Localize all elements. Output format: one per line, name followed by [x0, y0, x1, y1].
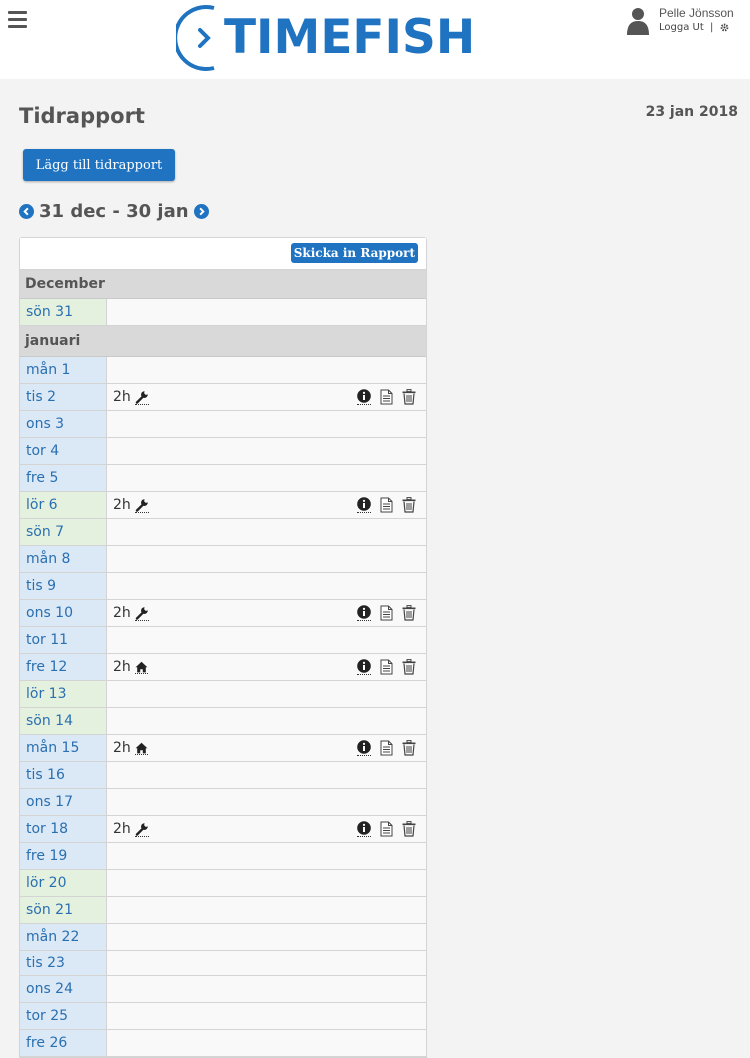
- day-label[interactable]: ons 10: [20, 600, 107, 626]
- day-cell[interactable]: [107, 843, 426, 869]
- info-icon[interactable]: [357, 740, 371, 756]
- wrench-icon: [135, 606, 149, 621]
- day-label[interactable]: mån 15: [20, 735, 107, 761]
- document-icon[interactable]: [380, 821, 393, 837]
- day-row: [20, 789, 426, 816]
- page-title: Tidrapport: [19, 104, 145, 128]
- day-label[interactable]: ons 17: [20, 789, 107, 815]
- day-label[interactable]: lör 6: [20, 492, 107, 518]
- day-cell[interactable]: [107, 870, 426, 896]
- time-entry: [113, 497, 149, 513]
- entry-actions: [348, 659, 416, 675]
- day-row: [20, 519, 426, 546]
- time-entry: [113, 821, 149, 837]
- entry-actions: [348, 389, 416, 405]
- entry-actions: [348, 821, 416, 837]
- day-cell[interactable]: [107, 951, 426, 975]
- day-row: [20, 924, 426, 951]
- info-icon[interactable]: [357, 497, 371, 513]
- submit-report-button[interactable]: Skicka in Rapport: [291, 243, 418, 263]
- day-row: [20, 1003, 426, 1030]
- day-cell[interactable]: [107, 897, 426, 923]
- entry-actions: [348, 497, 416, 513]
- entry-actions: [348, 740, 416, 756]
- user-icon: [626, 6, 650, 36]
- trash-icon[interactable]: [402, 389, 416, 405]
- day-label[interactable]: mån 8: [20, 546, 107, 572]
- day-label[interactable]: tis 9: [20, 573, 107, 599]
- time-entry: [113, 389, 149, 405]
- day-cell[interactable]: [107, 627, 426, 653]
- day-cell[interactable]: [107, 654, 426, 680]
- day-cell[interactable]: [107, 465, 426, 491]
- entry-hours: 2h: [113, 821, 131, 837]
- add-timereport-button[interactable]: Lägg till tidrapport: [23, 149, 175, 181]
- menu-icon[interactable]: [8, 11, 27, 29]
- day-label[interactable]: sön 21: [20, 897, 107, 923]
- table-body: [20, 270, 426, 1057]
- document-icon[interactable]: [380, 497, 393, 513]
- day-label[interactable]: tor 4: [20, 438, 107, 464]
- wrench-icon: [135, 498, 149, 513]
- day-cell[interactable]: [107, 299, 426, 325]
- day-row: [20, 843, 426, 870]
- day-row: [20, 735, 426, 762]
- day-row: [20, 546, 426, 573]
- day-label[interactable]: sön 14: [20, 708, 107, 734]
- day-label[interactable]: fre 26: [20, 1030, 107, 1056]
- day-row: [20, 600, 426, 627]
- day-cell[interactable]: [107, 681, 426, 707]
- day-cell[interactable]: [107, 384, 426, 410]
- entry-hours: 2h: [113, 740, 131, 756]
- next-period-icon[interactable]: [194, 204, 209, 219]
- day-row: [20, 384, 426, 411]
- prev-period-icon[interactable]: [19, 204, 34, 219]
- day-label[interactable]: fre 19: [20, 843, 107, 869]
- separator: |: [709, 22, 714, 33]
- day-label[interactable]: ons 3: [20, 411, 107, 437]
- day-cell[interactable]: [107, 816, 426, 842]
- info-icon[interactable]: [357, 821, 371, 837]
- day-label[interactable]: tor 25: [20, 1003, 107, 1029]
- user-links: [659, 22, 729, 33]
- wrench-icon: [135, 390, 149, 405]
- timefish-logo: [176, 4, 476, 72]
- app-header: [0, 0, 750, 79]
- trash-icon[interactable]: [402, 659, 416, 675]
- day-row: [20, 465, 426, 492]
- day-row: [20, 357, 426, 384]
- info-icon[interactable]: [357, 389, 371, 405]
- day-row: [20, 897, 426, 924]
- month-header: December: [20, 270, 426, 299]
- day-cell[interactable]: [107, 411, 426, 437]
- wrench-icon: [135, 822, 149, 837]
- entry-actions: [348, 605, 416, 621]
- document-icon[interactable]: [380, 389, 393, 405]
- current-date: 23 jan 2018: [645, 104, 738, 120]
- trash-icon[interactable]: [402, 740, 416, 756]
- day-label[interactable]: mån 22: [20, 924, 107, 950]
- time-entry: [113, 605, 149, 621]
- document-icon[interactable]: [380, 605, 393, 621]
- logout-link[interactable]: Logga Ut: [659, 22, 704, 33]
- day-cell[interactable]: [107, 438, 426, 464]
- day-row: [20, 411, 426, 438]
- info-icon[interactable]: [357, 659, 371, 675]
- period-label: 31 dec - 30 jan: [39, 200, 189, 222]
- day-row: [20, 976, 426, 1003]
- day-row: [20, 870, 426, 897]
- day-label[interactable]: tor 18: [20, 816, 107, 842]
- time-entry: [113, 659, 148, 675]
- day-label[interactable]: tis 16: [20, 762, 107, 788]
- day-cell[interactable]: [107, 1003, 426, 1029]
- day-label[interactable]: fre 5: [20, 465, 107, 491]
- day-row: [20, 492, 426, 519]
- day-row: [20, 816, 426, 843]
- month-header: januari: [20, 326, 426, 357]
- day-cell[interactable]: [107, 573, 426, 599]
- day-cell[interactable]: [107, 762, 426, 788]
- info-icon[interactable]: [357, 605, 371, 621]
- user-area: [626, 4, 750, 44]
- day-cell[interactable]: [107, 1030, 426, 1056]
- day-label[interactable]: lör 20: [20, 870, 107, 896]
- day-row: [20, 438, 426, 465]
- day-row: [20, 627, 426, 654]
- day-row: [20, 573, 426, 600]
- day-cell[interactable]: [107, 924, 426, 950]
- day-cell[interactable]: [107, 976, 426, 1002]
- day-row: [20, 681, 426, 708]
- trash-icon[interactable]: [402, 821, 416, 837]
- document-icon[interactable]: [380, 659, 393, 675]
- day-cell[interactable]: [107, 546, 426, 572]
- day-label[interactable]: tor 11: [20, 627, 107, 653]
- day-label[interactable]: lör 13: [20, 681, 107, 707]
- user-name: Pelle Jönsson: [659, 6, 734, 20]
- entry-hours: 2h: [113, 497, 131, 513]
- day-label[interactable]: sön 7: [20, 519, 107, 545]
- day-cell[interactable]: [107, 519, 426, 545]
- trash-icon[interactable]: [402, 497, 416, 513]
- day-row: [20, 951, 426, 976]
- day-label[interactable]: sön 31: [20, 299, 107, 325]
- entry-hours: 2h: [113, 389, 131, 405]
- day-cell[interactable]: [107, 357, 426, 383]
- home-icon: [135, 742, 148, 755]
- day-row: [20, 708, 426, 735]
- table-toolbar: [20, 238, 426, 270]
- day-row: [20, 1030, 426, 1057]
- home-icon: [135, 661, 148, 674]
- gear-icon[interactable]: [720, 22, 729, 33]
- trash-icon[interactable]: [402, 605, 416, 621]
- day-label[interactable]: tis 23: [20, 951, 107, 975]
- day-label[interactable]: mån 1: [20, 357, 107, 383]
- day-label[interactable]: fre 12: [20, 654, 107, 680]
- day-cell[interactable]: [107, 492, 426, 518]
- period-navigator: [19, 200, 209, 222]
- entry-hours: 2h: [113, 605, 131, 621]
- day-cell[interactable]: [107, 735, 426, 761]
- day-cell[interactable]: [107, 600, 426, 626]
- day-row: [20, 654, 426, 681]
- logo-text: TIMEFISH: [224, 10, 476, 65]
- day-cell[interactable]: [107, 708, 426, 734]
- time-entry: [113, 740, 148, 756]
- day-label[interactable]: ons 24: [20, 976, 107, 1002]
- day-label[interactable]: tis 2: [20, 384, 107, 410]
- day-cell[interactable]: [107, 789, 426, 815]
- entry-hours: 2h: [113, 659, 131, 675]
- day-row: [20, 762, 426, 789]
- document-icon[interactable]: [380, 740, 393, 756]
- timereport-table: [19, 237, 427, 1058]
- day-row: [20, 299, 426, 326]
